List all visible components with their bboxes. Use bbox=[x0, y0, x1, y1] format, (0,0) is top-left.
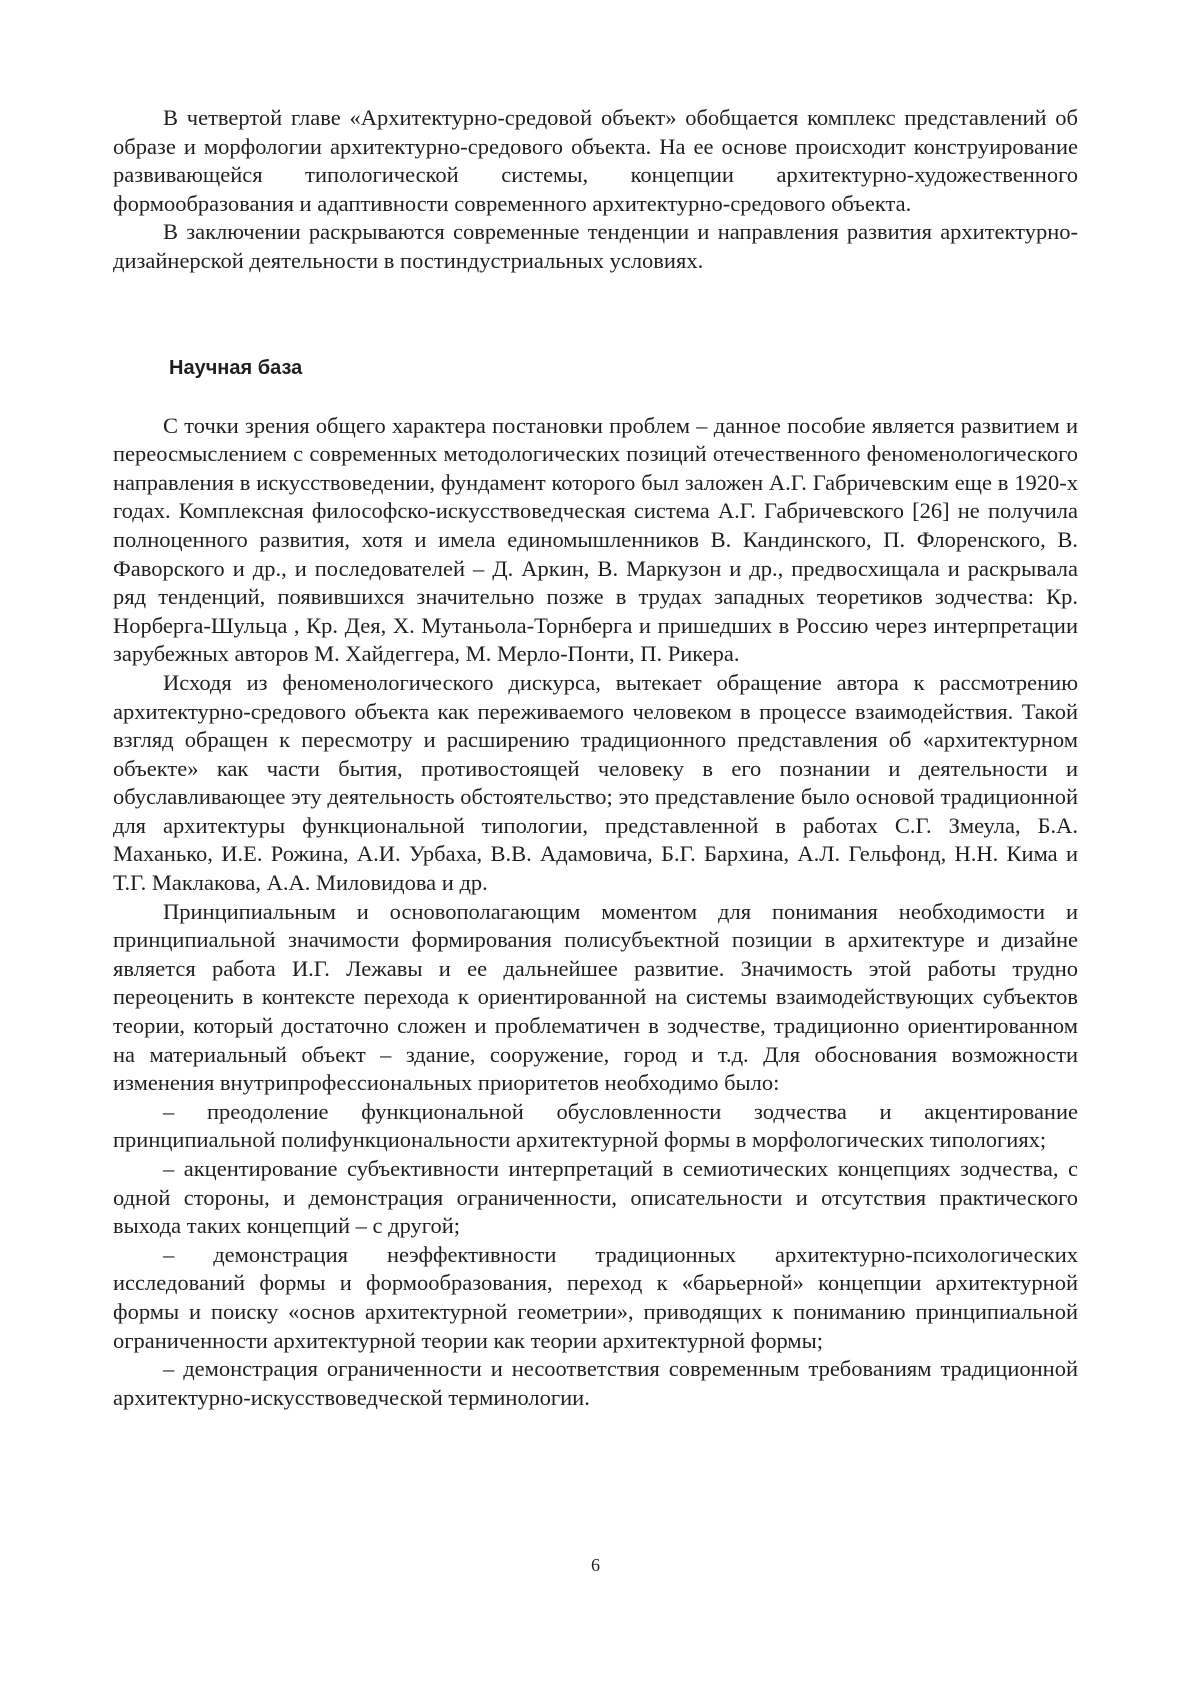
intro-paragraph-chapter-four: В четвертой главе «Архитектурно-средовой объект» обобщается комплекс представлений об образе и морфологии архитектурно-средового объекта. На ее основе происходит конструирование развивающейся типологической системы, концепции архитектурно-художественного формообразования и адаптивности современного архитектурно-средового объекта. bbox=[113, 105, 1078, 216]
list-item-functional: – преодоление функциональной обусловленности зодчества и акцентирование принципиальной полифункциональности архитектурной формы в морфологических типологиях; bbox=[113, 1098, 1078, 1153]
section-paragraph-phenomenology: С точки зрения общего характера постановки проблем – данное пособие является развитием и переосмыслением с современных методологических позиций отечественного феноменологического направления в искусствоведении, фундамент которого был заложен А.Г. Габричевским еще в 1920-х годах. Комплексная философско-искусствоведческая система А.Г. Габричевского [26] не получила полноценного развития, хотя и имела единомышленников В. Кандинского, П. Флоренского, В. Фаворского и др., и последователей – Д. Аркин, В. Маркузон и др., предвосхищала и раскрывала ряд тенденций, появившихся значительно позже в трудах западных теоретиков зодчества: Кр. Норберга-Шульца , Кр. Дея, Х. Мутаньола-Торнберга и пришедших в Россию через интерпретации зарубежных авторов М. Хайдеггера, М. Мерло-Понти, П. Рикера. bbox=[113, 412, 1078, 667]
list-item-psychological: – демонстрация неэффективности традиционных архитектурно-психологических исследований формы и формообразования, переход к «барьерной» концепции архитектурной формы и поиску «основ архитектурной геометрии», приводящих к пониманию принципиальной ограниченности архитектурной теории как теории архитектурной формы; bbox=[113, 1241, 1078, 1353]
page-number: 6 bbox=[591, 1555, 600, 1575]
list-item-semiotic: – акцентирование субъективности интерпретаций в семиотических концепциях зодчества, с одной стороны, и демонстрация ограниченности, описательности и отсутствия практического выхода таких концепций – с другой; bbox=[113, 1156, 1078, 1239]
list-item-terminology: – демонстрация ограниченности и несоответствия современным требованиям традиционной архитектурно-искусствоведческой терминологии. bbox=[113, 1356, 1078, 1410]
intro-paragraph-conclusion: В заключении раскрываются современные тенденции и направления развития архитектурно-дизайнерской деятельности в постиндустриальных условиях. bbox=[113, 219, 1078, 273]
page-body bbox=[113, 104, 1078, 1412]
section-paragraph-discourse: Исходя из феноменологического дискурса, вытекает обращение автора к рассмотрению архитектурно-средового объекта как переживаемого человеком в процессе взаимодействия. Такой взгляд обращен к пересмотру и расширению традиционного представления об «архитектурном объекте» как части бытия, противостоящей человеку в его познании и деятельности и обуславливающее эту деятельность обстоятельство; это представление было основой традиционной для архитектуры функциональной типологии, представленной в работах С.Г. Змеула, Б.А. Маханько, И.Е. Рожина, А.И. Урбаха, В.В. Адамовича, Б.Г. Бархина, А.Л. Гельфонд, Н.Н. Кима и Т.Г. Маклакова, А.А. Миловидова и др. bbox=[113, 669, 1078, 896]
section-paragraph-polysubject: Принципиальным и основополагающим моментом для понимания необходимости и принципиальной значимости формирования полисубъектной позиции в архитектуре и дизайне является работа И.Г. Лежавы и ее дальнейшее развитие. Значимость этой работы трудно переоценить в контексте перехода к ориентированной на системы взаимодействующих субъектов теории, который достаточно сложен и проблематичен в зодчестве, традиционно ориентированном на материальный объект – здание, сооружение, город и т.д. Для обоснования возможности изменения внутрипрофессиональных приоритетов необходимо было: bbox=[113, 898, 1078, 1096]
section-heading: Научная база bbox=[169, 356, 303, 379]
